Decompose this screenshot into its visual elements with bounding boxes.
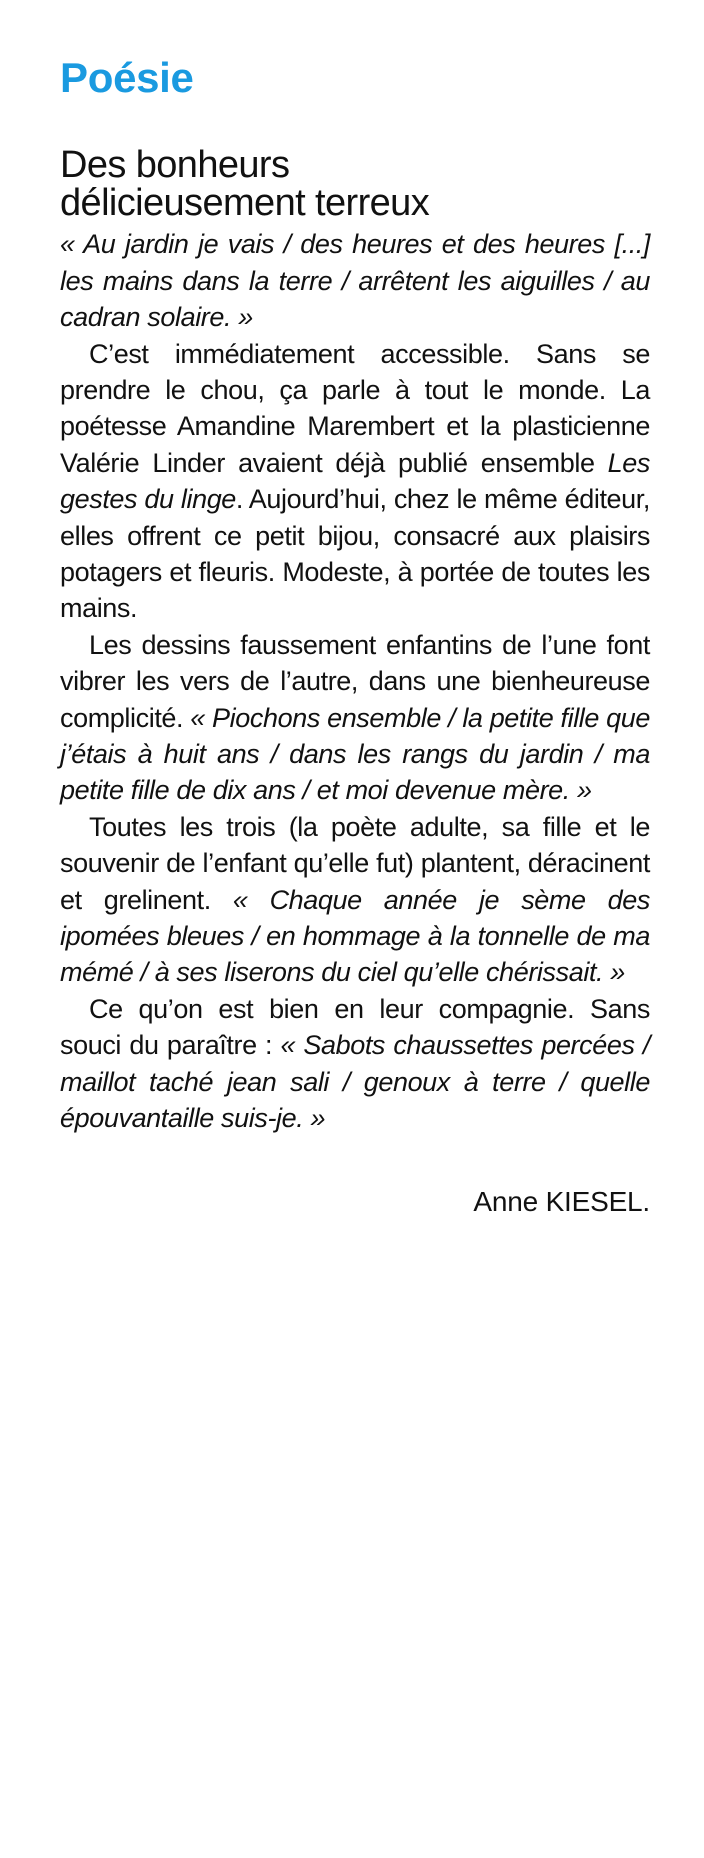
paragraph-4-quote: « Sabots chaussettes percées / maillot taché jean sali / genoux à terre / quelle épouvantaille suis-je. »: [60, 1030, 650, 1134]
paragraph-4: [60, 991, 650, 1137]
headline-line-2: délicieusement terreux: [60, 182, 430, 225]
author-signature: Anne KIESEL.: [473, 1186, 650, 1218]
section-rubric: Poésie: [60, 54, 194, 101]
paragraph-2-quote: « Piochons ensemble / la petite fille que j’étais à huit ans / dans les rangs du jardin / ma petite fille de dix ans / et moi devenue mère. »: [60, 702, 650, 806]
paragraph-3-text: Toutes les trois (la poète adulte, sa fille et le souvenir de l’enfant qu’elle fut) plantent, déracinent et grelinent.: [60, 811, 650, 915]
book-title: Les gestes du linge: [60, 447, 650, 515]
paragraph-3-quote: « Chaque année je sème des ipomées bleues / en hommage à la tonnelle de ma mémé / à ses liserons du ciel qu’elle chérissait. »: [60, 884, 650, 988]
paragraph-1-text-a: C’est immédiatement accessible. Sans se prendre le chou, ça parle à tout le monde. La poétesse Amandine Marembert et la plasticienne Valérie Linder avaient déjà publié ensemble: [60, 338, 650, 478]
headline-line-1: Des bonheurs: [60, 144, 290, 187]
article: [60, 54, 650, 1218]
article-headline: [60, 144, 650, 225]
paragraph-1-text-b: . Aujourd’hui, chez le même éditeur, elles offrent ce petit bijou, consacré aux plaisirs potagers et fleuris. Modeste, à portée de toutes les mains.: [60, 484, 650, 624]
paragraph-2: [60, 627, 650, 809]
paragraph-3: [60, 809, 650, 991]
article-body: [60, 226, 650, 1136]
epigraph-quote: « Au jardin je vais / des heures et des heures [...] les mains dans la terre / arrêtent les aiguilles / au cadran solaire. »: [60, 229, 650, 333]
paragraph-2-text: Les dessins faussement enfantins de l’une font vibrer les vers de l’autre, dans une bienheureuse complicité.: [60, 629, 650, 733]
paragraph-4-text: Ce qu’on est bien en leur compagnie. Sans souci du paraître :: [60, 993, 650, 1061]
paragraph-1: [60, 336, 650, 627]
